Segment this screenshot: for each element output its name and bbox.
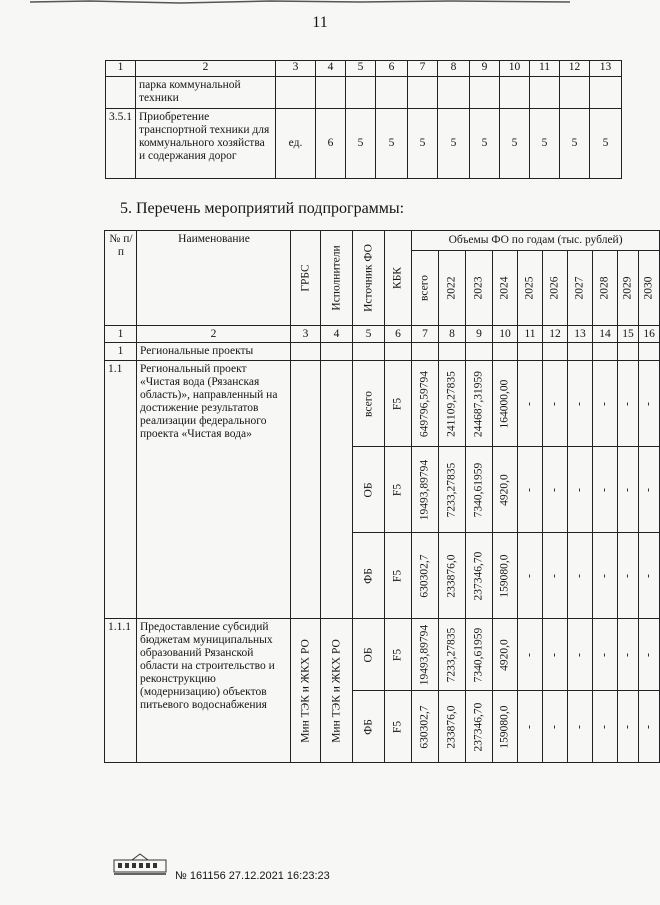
- value-cell: 241109,27835: [439, 361, 466, 447]
- section-title: 5. Перечень мероприятий подпрограммы:: [120, 200, 405, 217]
- header-kbk: КБК: [385, 231, 412, 326]
- header-executors: Исполнители: [321, 231, 353, 326]
- top-table-row-3-5-1: [106, 109, 622, 179]
- colnum: 16: [639, 326, 660, 343]
- section-name: Региональные проекты: [137, 343, 291, 361]
- header-year: 2026: [543, 251, 568, 326]
- source-cell: ФБ: [353, 533, 385, 619]
- dash-cell: -: [568, 619, 593, 691]
- value-cell: 630302,7: [412, 691, 439, 763]
- dash-cell: -: [593, 691, 618, 763]
- colnum: 11: [518, 326, 543, 343]
- dash-cell: -: [593, 619, 618, 691]
- scan-edge-mark: [30, 0, 570, 4]
- header-year: 2030: [639, 251, 660, 326]
- value-cell: 159080,0: [493, 691, 518, 763]
- row-value: 5: [500, 109, 530, 179]
- colnum: 5: [353, 326, 385, 343]
- source-cell: ФБ: [353, 691, 385, 763]
- top-col-9: 9: [470, 61, 500, 77]
- dash-cell: -: [618, 691, 639, 763]
- source-cell: ОБ: [353, 619, 385, 691]
- activities-table: [104, 230, 660, 763]
- project-name: Региональный проект «Чистая вода (Рязанская область)», направленный на достижение результатов реализации федерального проекта «Чистая вода»: [137, 361, 291, 619]
- value-cell: 19493,89794: [412, 447, 439, 533]
- colnum: 14: [593, 326, 618, 343]
- value-cell: 4920,0: [493, 447, 518, 533]
- header-name: Наименование: [137, 231, 291, 326]
- document-number: № 161156 27.12.2021 16:23:23: [175, 870, 330, 882]
- value-cell: 237346,70: [466, 533, 493, 619]
- top-col-4: 4: [316, 61, 346, 77]
- project-row-total: [105, 361, 660, 447]
- value-cell: 159080,0: [493, 533, 518, 619]
- value-cell: 164000,00: [493, 361, 518, 447]
- value-cell: 233876,0: [439, 533, 466, 619]
- row-value: 5: [590, 109, 622, 179]
- top-table: [105, 60, 622, 179]
- source-cell: ОБ: [353, 447, 385, 533]
- dash-cell: -: [543, 447, 568, 533]
- header-year-total: всего: [412, 251, 439, 326]
- dash-cell: -: [593, 533, 618, 619]
- value-cell: 19493,89794: [412, 619, 439, 691]
- dash-cell: -: [618, 361, 639, 447]
- section-row: [105, 343, 660, 361]
- header-year: 2029: [618, 251, 639, 326]
- value-cell: 7340,61959: [466, 619, 493, 691]
- top-col-11: 11: [530, 61, 560, 77]
- top-col-7: 7: [408, 61, 438, 77]
- kbk-cell: F5: [385, 447, 412, 533]
- dash-cell: -: [618, 533, 639, 619]
- dash-cell: -: [568, 691, 593, 763]
- project-num: 1.1: [105, 361, 137, 619]
- colnum: 15: [618, 326, 639, 343]
- top-col-8: 8: [438, 61, 470, 77]
- dash-cell: -: [639, 447, 660, 533]
- top-col-5: 5: [346, 61, 376, 77]
- dash-cell: -: [543, 361, 568, 447]
- row-value: 5: [470, 109, 500, 179]
- header-num: № п/п: [105, 231, 137, 326]
- value-cell: 233876,0: [439, 691, 466, 763]
- colnum: 10: [493, 326, 518, 343]
- header-year: 2028: [593, 251, 618, 326]
- top-table-header-row: [106, 61, 622, 77]
- top-col-10: 10: [500, 61, 530, 77]
- dash-cell: -: [639, 691, 660, 763]
- dash-cell: -: [618, 447, 639, 533]
- value-cell: 649796,59794: [412, 361, 439, 447]
- continued-name: парка коммунальной техники: [136, 77, 276, 109]
- section-num: 1: [105, 343, 137, 361]
- row-value: 5: [530, 109, 560, 179]
- colnum: 6: [385, 326, 412, 343]
- header-source: Источник ФО: [353, 231, 385, 326]
- dash-cell: -: [543, 691, 568, 763]
- header-year: 2023: [466, 251, 493, 326]
- activity-executor: Мин ТЭК и ЖКХ РО: [321, 619, 353, 763]
- colnum: 8: [439, 326, 466, 343]
- header-volumes: Объемы ФО по годам (тыс. рублей): [412, 231, 660, 251]
- header-year: 2025: [518, 251, 543, 326]
- activity-name: Предоставление субсидий бюджетам муниципальных образований Рязанской области на строительство и реконструкцию (модернизацию) объектов питьевого водоснабжения: [137, 619, 291, 763]
- value-cell: 4920,0: [493, 619, 518, 691]
- colnum: 4: [321, 326, 353, 343]
- colnum: 2: [137, 326, 291, 343]
- value-cell: 630302,7: [412, 533, 439, 619]
- activity-num: 1.1.1: [105, 619, 137, 763]
- row-value: 6: [316, 109, 346, 179]
- top-col-1: 1: [106, 61, 136, 77]
- colnum: 13: [568, 326, 593, 343]
- header-year: 2022: [439, 251, 466, 326]
- top-col-2: 2: [136, 61, 276, 77]
- value-cell: 244687,31959: [466, 361, 493, 447]
- row-value: 5: [560, 109, 590, 179]
- dash-cell: -: [543, 533, 568, 619]
- dash-cell: -: [618, 619, 639, 691]
- dash-cell: -: [518, 533, 543, 619]
- dash-cell: -: [518, 691, 543, 763]
- top-col-12: 12: [560, 61, 590, 77]
- top-col-6: 6: [376, 61, 408, 77]
- value-cell: 237346,70: [466, 691, 493, 763]
- column-number-row: [105, 326, 660, 343]
- header-grbs: ГРБС: [291, 231, 321, 326]
- dash-cell: -: [568, 533, 593, 619]
- top-table-continued-row: [106, 77, 622, 109]
- header-row-1: [105, 231, 660, 251]
- kbk-cell: F5: [385, 533, 412, 619]
- row-unit: ед.: [276, 109, 316, 179]
- dash-cell: -: [543, 619, 568, 691]
- dash-cell: -: [568, 447, 593, 533]
- row-value: 5: [346, 109, 376, 179]
- dash-cell: -: [639, 361, 660, 447]
- kbk-cell: F5: [385, 691, 412, 763]
- row-value: 5: [376, 109, 408, 179]
- activity-grbs: Мин ТЭК и ЖКХ РО: [291, 619, 321, 763]
- dash-cell: -: [639, 619, 660, 691]
- document-stamp-icon: [112, 852, 168, 876]
- top-col-3: 3: [276, 61, 316, 77]
- top-col-13: 13: [590, 61, 622, 77]
- value-cell: 7340,61959: [466, 447, 493, 533]
- value-cell: 7233,27835: [439, 447, 466, 533]
- header-year: 2024: [493, 251, 518, 326]
- dash-cell: -: [593, 361, 618, 447]
- dash-cell: -: [518, 361, 543, 447]
- dash-cell: -: [518, 619, 543, 691]
- row-name: Приобретение транспортной техники для коммунального хозяйства и содержания дорог: [136, 109, 276, 179]
- row-value: 5: [438, 109, 470, 179]
- colnum: 7: [412, 326, 439, 343]
- colnum: 3: [291, 326, 321, 343]
- value-cell: 7233,27835: [439, 619, 466, 691]
- dash-cell: -: [593, 447, 618, 533]
- colnum: 9: [466, 326, 493, 343]
- source-cell: всего: [353, 361, 385, 447]
- activity-row-ob: [105, 619, 660, 691]
- row-num: 3.5.1: [106, 109, 136, 179]
- kbk-cell: F5: [385, 619, 412, 691]
- dash-cell: -: [568, 361, 593, 447]
- kbk-cell: F5: [385, 361, 412, 447]
- dash-cell: -: [518, 447, 543, 533]
- colnum: 1: [105, 326, 137, 343]
- dash-cell: -: [639, 533, 660, 619]
- row-value: 5: [408, 109, 438, 179]
- colnum: 12: [543, 326, 568, 343]
- header-year: 2027: [568, 251, 593, 326]
- page-number: 11: [312, 14, 328, 31]
